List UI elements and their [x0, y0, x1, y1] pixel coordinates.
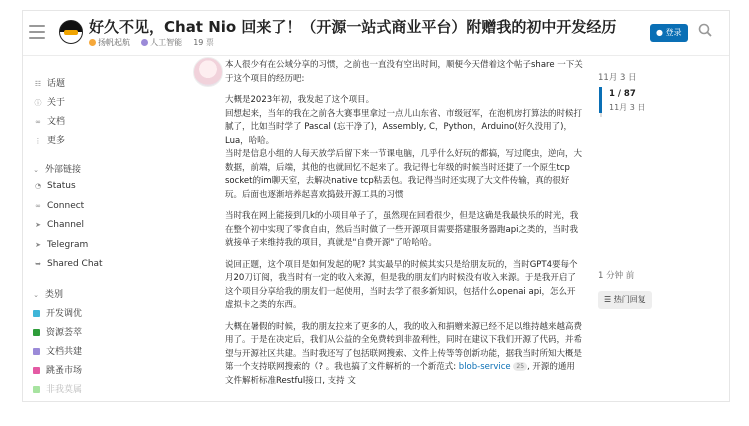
sidebar-item-channel[interactable]	[33, 220, 84, 230]
link-icon: ∞	[35, 118, 41, 126]
post-paragraph: 当时我在网上能接到几k的小项目单子了，虽然现在回看很少，但是这确是我最快乐的时光，我在整个初中实现了零食自由，然后当时做了一些开源项目需要搭建服务器跑api之类的，当时我就接单子来维持我的项目，真就是"自费开源"了哈哈哈。	[225, 211, 579, 248]
sidebar-item-status[interactable]	[33, 181, 76, 191]
blob-service-link[interactable]: blob-service	[458, 362, 511, 372]
sidebar-category[interactable]	[33, 363, 82, 376]
avatar[interactable]	[193, 57, 223, 87]
category-color-square	[33, 310, 40, 317]
tag-chip[interactable]	[141, 38, 182, 47]
timeline-current-date: 11月 3 日	[609, 103, 646, 112]
send-icon: ➤	[35, 221, 41, 229]
category-color-square	[33, 329, 40, 336]
hot-replies-label: 热门回复	[613, 295, 646, 304]
sidebar-item-label: Connect	[47, 201, 85, 211]
sidebar-item-label: 开发调优	[46, 309, 83, 319]
topic-header	[23, 11, 729, 56]
tag-color-dot	[89, 39, 96, 46]
hot-replies-button[interactable]	[598, 291, 652, 309]
tag-label: 扬帆起航	[98, 38, 130, 47]
section-heading-label: 外部链接	[45, 165, 82, 175]
sidebar-category[interactable]	[33, 325, 82, 338]
sidebar-item-label: Telegram	[47, 240, 89, 250]
chevron-down-icon: ⌄	[33, 291, 39, 299]
sidebar-item-shared-chat[interactable]	[33, 259, 103, 269]
category-color-square	[33, 386, 40, 393]
link-click-count: 25	[513, 362, 527, 371]
topic-meta	[89, 37, 214, 48]
send-icon: ➤	[35, 241, 41, 249]
section-heading-categories[interactable]	[31, 287, 63, 300]
section-heading-links[interactable]	[31, 162, 81, 175]
topic-title[interactable]: 好久不见，Chat Nio 回来了！（开源一站式商业平台）附赠我的初中开发经历	[89, 18, 617, 36]
post-paragraph	[225, 321, 583, 389]
post-body	[225, 59, 583, 388]
forum-window	[22, 10, 730, 402]
post-paragraph: 本人很少有在公域分享的习惯，之前也一直没有空出时间，顺便今天借着这个帖子share 一下关于这个项目的经历吧:	[225, 60, 583, 84]
sidebar-item-more[interactable]	[33, 133, 65, 146]
views-count: 19	[193, 38, 204, 47]
sidebar-item-about[interactable]	[33, 95, 65, 108]
sidebar-item-connect[interactable]	[33, 201, 84, 211]
sidebar	[23, 56, 175, 401]
user-icon: ●	[656, 28, 663, 37]
login-button[interactable]	[650, 24, 688, 42]
site-logo[interactable]	[59, 20, 83, 44]
sidebar-item-label: Channel	[47, 220, 84, 230]
post-paragraph: 大概是2023年初，我发起了这个项目。 回想起来，当年的我在之前各大赛事里拿过一点儿山东省、市级冠军，在泡机房打算法的时候打腻了，比如当时学了 Pascal (忘干净了)，Assembly, C，Python，Arduino(好久没用了)，Lua，哈哈。 当时是信息小组的人每天放学后留下来一节课电脑，几乎什么好玩的都搞，写过爬虫，逆向，大数据，前端，后端，其他的也就回忆不起来了。我记得七年级的时候当时还捷了一个原生tcp socket的im聊天室，去解决native tcp粘丢包。我记得当时还实现了大文件传输，真的很好玩。后面也逐渐培养起喜欢捣鼓开源工具的习惯	[225, 95, 583, 200]
topics-icon: ☷	[34, 80, 42, 88]
globe-icon: ◔	[34, 182, 42, 190]
sidebar-item-label: 文档	[47, 117, 66, 127]
sidebar-item-label: 跳蚤市场	[46, 366, 83, 376]
link-icon: ∞	[35, 202, 41, 210]
sidebar-item-telegram[interactable]	[33, 240, 88, 250]
hot-icon: ☰	[604, 295, 612, 304]
post-paragraph-text: , 开源的通用文件解析标准Restful接口, 支持 文	[225, 362, 575, 386]
tag-color-dot	[141, 39, 148, 46]
category-color-square	[33, 367, 40, 374]
timeline-position: 1 / 87	[609, 89, 636, 99]
tag-chip[interactable]	[89, 38, 130, 47]
sidebar-item-label: 文档共建	[46, 347, 83, 357]
section-heading-label: 类别	[45, 290, 64, 300]
sidebar-item-docs[interactable]	[33, 114, 65, 127]
sidebar-category[interactable]	[33, 382, 82, 395]
post-paragraph: 说回正题，这个项目是如何发起的呢? 其实最早的时候其实只是给朋友玩的，当时GPT4要每个月20刀订阅，我当时有一定的收入来源，但是我的朋友们内时候没有收入来源。于是我开启了这个项目分享给我的朋友们一起使用，当时去学了很多新知识，包括什么openai api，怎么开虚拟卡之类的东西。	[225, 259, 578, 310]
sidebar-item-label: Shared Chat	[47, 259, 103, 269]
chevron-down-icon: ⌄	[33, 166, 39, 174]
info-icon: ⓘ	[34, 99, 42, 107]
views-icon: 票	[205, 38, 214, 47]
post-paragraph-text: 大概在暑假的时候，我的朋友拉来了更多的人，我的收入和捐赠来源已经不足以维持越来越高费用了。于是在决定后，我们从公益的全免费转到非盈利性，同时在建议下我们开源了代码，并希望与开源社区共建。当时我还写了包括联网搜索、文件上传等等创新功能，据我当时所知大概是第一个支持联网搜索的（? 。我也搞了文件解析的一个新范式:	[225, 321, 583, 372]
sidebar-item-label: 非我莫属	[46, 385, 83, 395]
tag-label: 人工智能	[150, 38, 183, 47]
sidebar-category[interactable]	[33, 306, 82, 319]
sidebar-category[interactable]	[33, 344, 82, 357]
timeline-end-label[interactable]: 1 分钟 前	[598, 271, 635, 281]
hamburger-icon[interactable]	[29, 25, 45, 39]
sidebar-item-label: Status	[47, 181, 76, 191]
sidebar-item-topics[interactable]	[33, 76, 65, 89]
category-color-square	[33, 348, 40, 355]
more-icon: ⋮	[34, 137, 42, 145]
sidebar-item-label: 更多	[47, 136, 66, 146]
share-icon: ➥	[35, 260, 41, 268]
timeline-start-date[interactable]: 11月 3 日	[598, 73, 637, 83]
sidebar-item-label: 关于	[47, 98, 66, 108]
login-label: 登录	[665, 28, 682, 37]
timeline-scroll-handle[interactable]	[599, 87, 602, 113]
search-icon[interactable]	[698, 23, 712, 37]
sidebar-item-label: 资源荟萃	[46, 328, 83, 338]
sidebar-item-label: 话题	[47, 79, 66, 89]
